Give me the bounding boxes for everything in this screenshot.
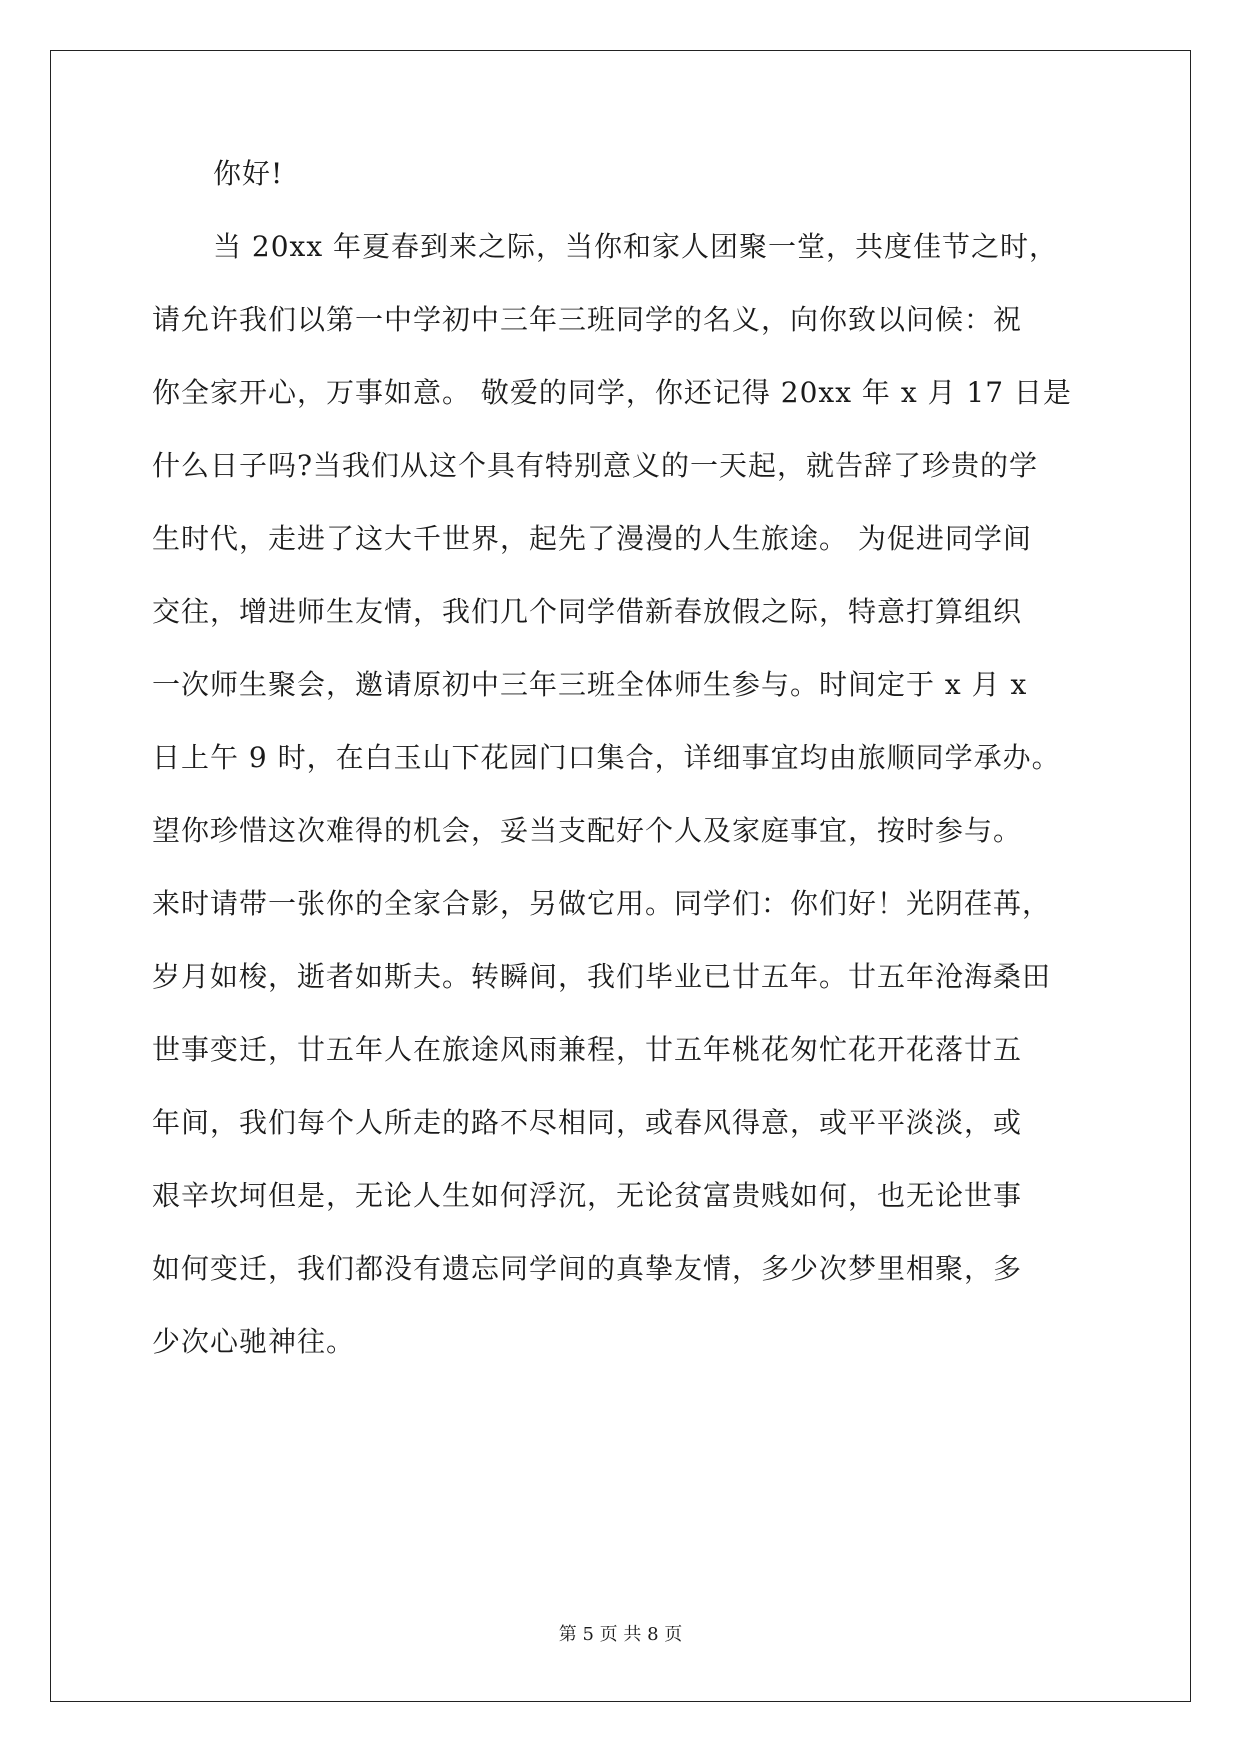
text-line: 少次心驰神往。: [152, 1325, 356, 1358]
text-line: 生时代，走进了这大千世界，起先了漫漫的人生旅途。 为促进同学间: [152, 522, 1032, 555]
text-line: 望你珍惜这次难得的机会，妥当支配好个人及家庭事宜，按时参与。: [152, 814, 1023, 847]
text-line: 艰辛坎坷但是，无论人生如何浮沉，无论贫富贵贱如何，也无论世事: [152, 1179, 1023, 1212]
text-line: 你全家开心，万事如意。 敬爱的同学，你还记得 20xx 年 x 月 17 日是: [152, 376, 1072, 409]
text-line: 当 20xx 年夏春到来之际，当你和家人团聚一堂，共度佳节之时，: [213, 230, 1059, 263]
text-line: 世事变迁，廿五年人在旅途风雨兼程，廿五年桃花匆忙花开花落廿五: [152, 1033, 1023, 1066]
text-line: 来时请带一张你的全家合影，另做它用。同学们：你们好！光阴荏苒，: [152, 887, 1052, 920]
page-border: [50, 50, 1191, 1702]
text-line: 你好!: [213, 157, 284, 190]
text-line: 年间，我们每个人所走的路不尽相同，或春风得意，或平平淡淡，或: [152, 1106, 1023, 1139]
text-line: 什么日子吗?当我们从这个具有特别意义的一天起，就告辞了珍贵的学: [152, 449, 1039, 482]
text-line: 岁月如梭，逝者如斯夫。转瞬间，我们毕业已廿五年。廿五年沧海桑田: [152, 960, 1052, 993]
text-line: 日上午 9 时，在白玉山下花园门口集合，详细事宜均由旅顺同学承办。: [152, 741, 1061, 774]
text-line: 如何变迁，我们都没有遗忘同学间的真挚友情，多少次梦里相聚，多: [152, 1252, 1023, 1285]
text-line: 请允许我们以第一中学初中三年三班同学的名义，向你致以问候：祝: [152, 303, 1023, 336]
text-line: 交往，增进师生友情，我们几个同学借新春放假之际，特意打算组织: [152, 595, 1023, 628]
text-line: 一次师生聚会，邀请原初中三年三班全体师生参与。时间定于 x 月 x: [152, 668, 1028, 701]
page-footer: 第 5 页 共 8 页: [558, 1624, 683, 1645]
